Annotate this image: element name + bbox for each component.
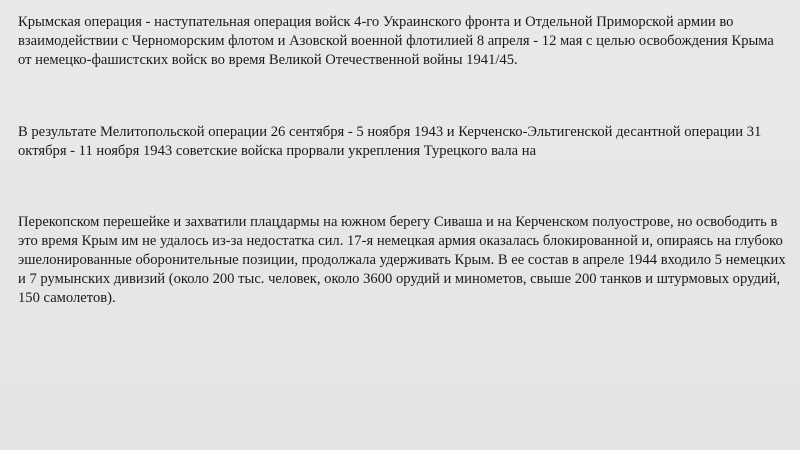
paragraph-perekop-isthmus: Перекопском перешейке и захватили плацдармы на южном берегу Сиваша и на Керченском полуострове, но освободить в это время Крым им не удалось из-за недостатка сил. 17-я немецкая армия оказалась блокированной и, опираясь на глубоко эшелонированные оборонительные позиции, продолжала удерживать Крым. В ее состав в апреле 1944 входило 5 немецких и 7 румынских дивизий (около 200 тыс. человек, около 3600 орудий и минометов, свыше 200 танков и штурмовых орудий, 150 самолетов). <box>18 214 786 306</box>
paragraph-crimean-operation: Крымская операция - наступательная операция войск 4-го Украинского фронта и Отдельной Приморской армии во взаимодействии с Черноморским флотом и Азовской военной флотилией 8 апреля - 12 мая с целью освобождения Крыма от немецко-фашистских войск во время Великой Отечественной войны 1941/45. <box>18 14 774 68</box>
paragraph-melitopol-operation: В результате Мелитопольской операции 26 сентября - 5 ноября 1943 и Керченско-Эльтигенской десантной операции 31 октября - 11 ноября 1943 советские войска прорвали укрепления Турецкого вала на <box>18 124 762 159</box>
